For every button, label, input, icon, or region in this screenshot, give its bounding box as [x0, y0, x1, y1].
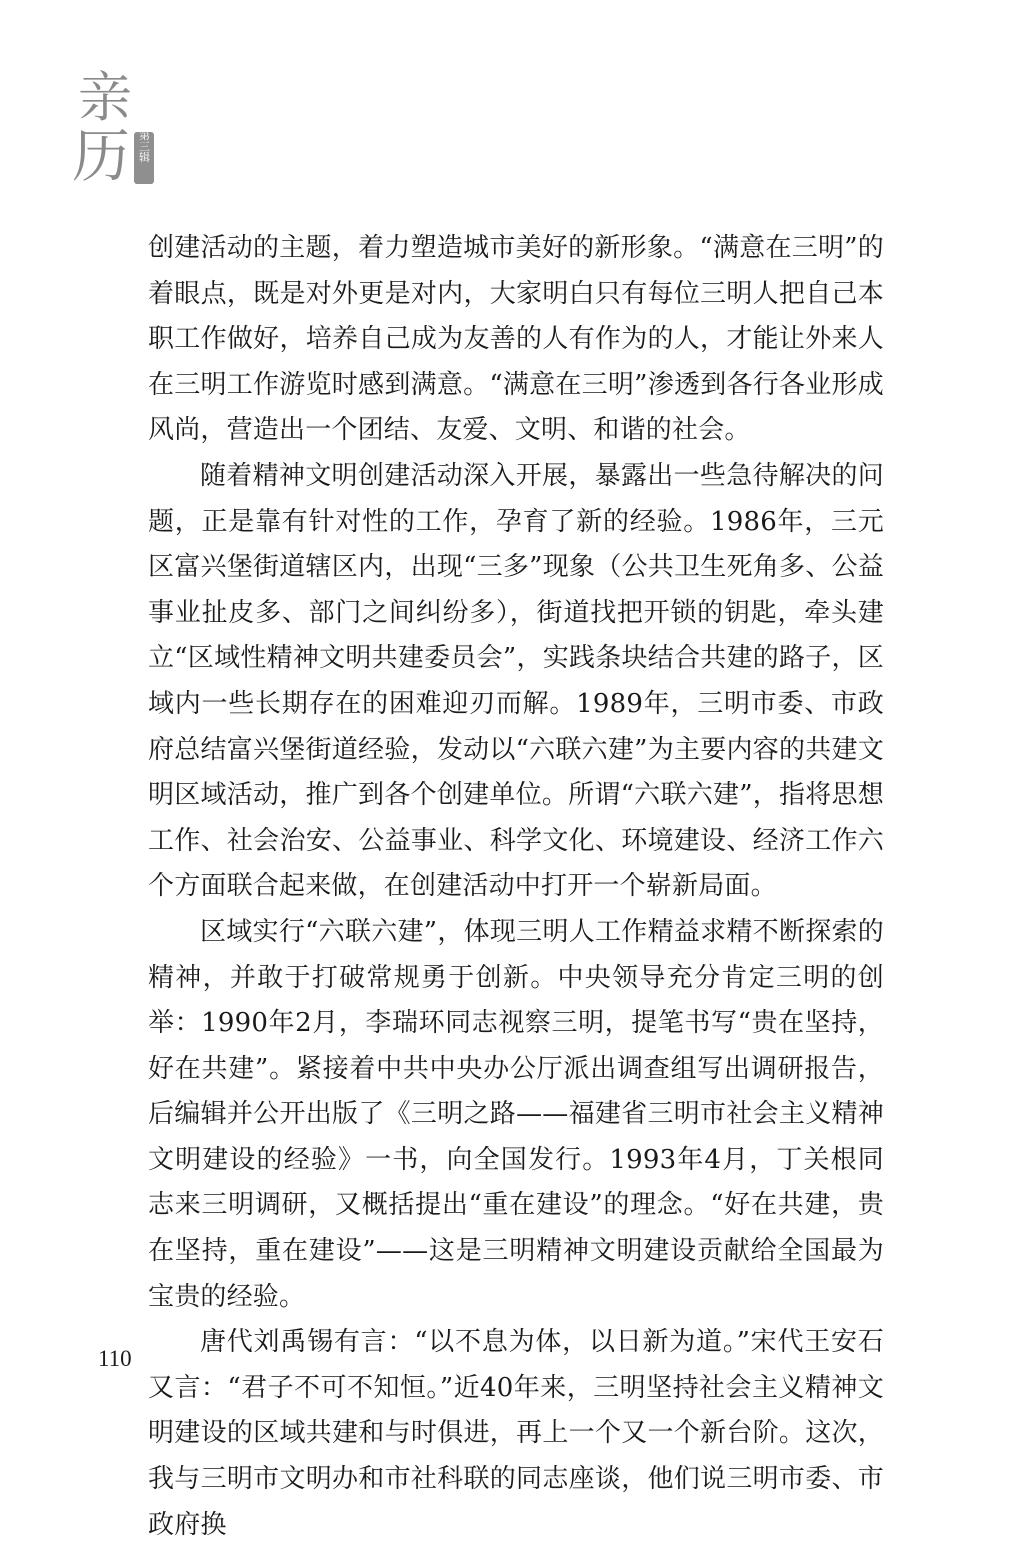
- seal-text: 第三辑: [137, 129, 151, 163]
- page-number: 110: [98, 1346, 132, 1371]
- paragraph-1: 创建活动的主题，着力塑造城市美好的新形象。“满意在三明”的着眼点，既是对外更是对内，大家明白只有每位三明人把自己本职工作做好，培养自己成为友善的人有作为的人，才能让外来人在三明工作游览时感到满意。“满意在三明”渗透到各行各业形成风尚，营造出一个团结、友爱、文明、和谐的社会。: [148, 233, 884, 446]
- logo-char-1: 亲: [78, 66, 132, 129]
- paragraph-3: 区域实行“六联六建”，体现三明人工作精益求精不断探索的精神，并敢于打破常规勇于创新。中央领导充分肯定三明的创举：1990年2月，李瑞环同志视察三明，提笔书写“贵在坚持，好在共建”。紧接着中共中央办公厅派出调查组写出调研报告，后编辑并公开出版了《三明之路——福建省三明市社会主义精神文明建设的经验》一书，向全国发行。1993年4月，丁关根同志来三明调研，又概括提出“重在建设”的理念。“好在共建，贵在坚持，重在建设”——这是三明精神文明建设贡献给全国最为宝贵的经验。: [148, 916, 884, 1312]
- book-logo-graphic: [70, 58, 180, 198]
- paragraph-2: 随着精神文明创建活动深入开展，暴露出一些急待解决的问题，正是靠有针对性的工作，孕育了新的经验。1986年，三元区富兴堡街道辖区内，出现“三多”现象（公共卫生死角多、公益事业扯皮多、部门之间纠纷多），街道找把开锁的钥匙，牵头建立“区域性精神文明共建委员会”，实践条块结合共建的路子，区域内一些长期存在的困难迎刃而解。1989年，三明市委、市政府总结富兴堡街道经验，发动以“六联六建”为主要内容的共建文明区域活动，推广到各个创建单位。所谓“六联六建”，指将思想工作、社会治安、公益事业、科学文化、环境建设、经济工作六个方面联合起来做，在创建活动中打开一个崭新局面。: [148, 460, 884, 902]
- body-text: [148, 226, 884, 1548]
- logo-char-2: 历: [72, 122, 131, 190]
- book-logo: [70, 58, 180, 198]
- paragraph-4: 唐代刘禹锡有言：“以不息为体，以日新为道。”宋代王安石又言：“君子不可不知恒。”近40年来，三明坚持社会主义精神文明建设的区域共建和与时俱进，再上一个又一个新台阶。这次，我与三明市文明办和市社科联的同志座谈，他们说三明市委、市政府换: [148, 1327, 884, 1540]
